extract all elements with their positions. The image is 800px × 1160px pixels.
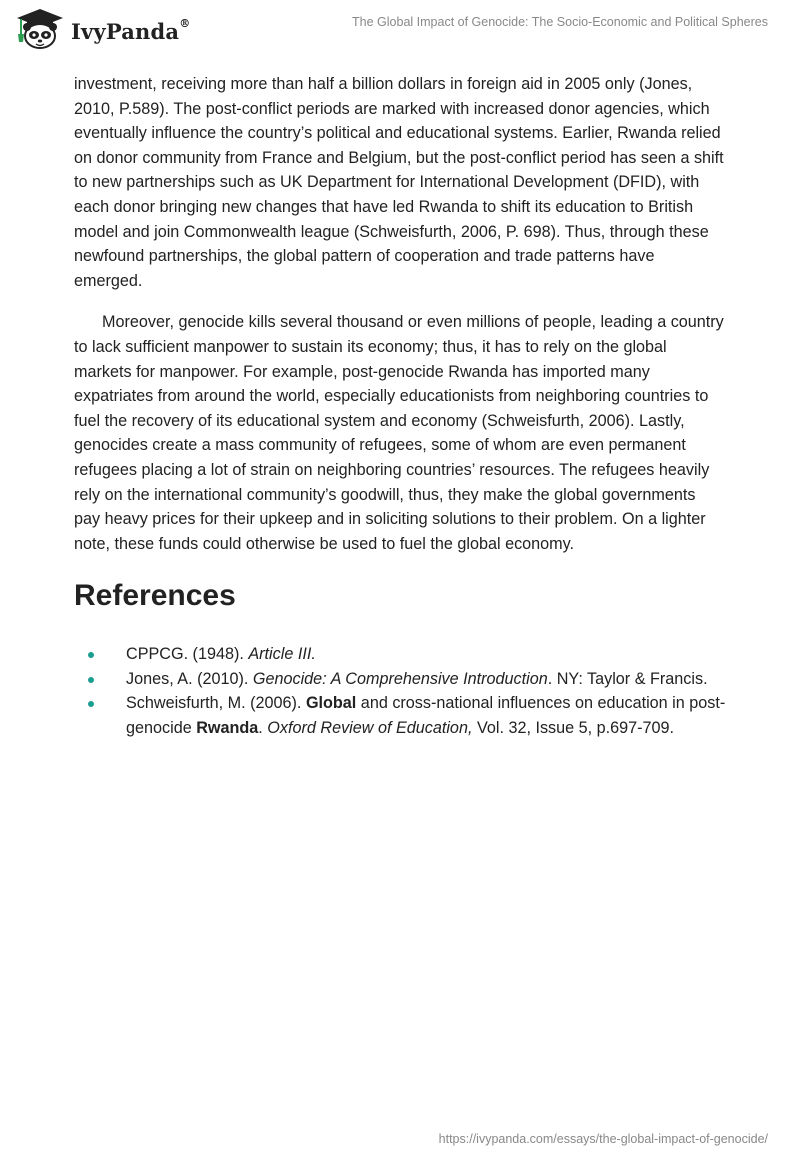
essay-content [74,72,726,741]
reference-separator: . [258,719,268,738]
reference-title-bold: Global [305,694,357,713]
logo-text: IvyPanda [71,18,180,44]
ivypanda-logo[interactable] [15,8,190,50]
reference-title: and cross-national influences on education in post-genocide [126,694,726,738]
bullet-icon [88,677,94,683]
reference-author: Jones, A. (2010). [126,669,253,688]
bullet-icon [88,701,94,707]
references-heading: References [74,579,236,613]
reference-journal: Oxford Review of Education, [267,719,473,738]
registered-mark: ® [179,16,191,30]
reference-title-bold: Rwanda [196,719,259,738]
reference-item [74,667,726,692]
source-url-link[interactable]: https://ivypanda.com/essays/the-global-impact-of-genocide/ [438,1132,768,1146]
page-header [0,0,800,60]
reference-title: Genocide: A Comprehensive Introduction [252,669,548,688]
reference-item [74,642,726,667]
reference-item [74,691,726,740]
panda-graduate-icon [15,8,65,50]
body-paragraph: Moreover, genocide kills several thousand or even millions of people, leading a country to lack sufficient manpower to sustain its economy; thus, it has to rely on the global markets for manpower. For example, post-genocide Rwanda has imported many expatriates from around the world, especially educationists from neighboring countries to fuel the recovery of its educational system and economy (Schweisfurth, 2006). Lastly, genocides create a mass community of refugees, some of whom are even permanent refugees placing a lot of strain on neighboring countries’ resources. The refugees heavily rely on the international community’s goodwill, thus, they make the global governments pay heavy prices for their upkeep and in soliciting solutions to their problem. On a lighter note, these funds could otherwise be used to fuel the global economy. [74,313,724,553]
logo-wordmark [71,16,191,44]
reference-author: Schweisfurth, M. (2006). [126,694,306,713]
reference-title: Article III. [248,645,316,664]
bullet-icon [88,652,94,658]
reference-publisher: . NY: Taylor & Francis. [547,669,708,688]
reference-author: CPPCG. (1948). [126,645,249,664]
document-title: The Global Impact of Genocide: The Socio-Economic and Political Spheres [352,15,768,29]
body-paragraph: investment, receiving more than half a billion dollars in foreign aid in 2005 only (Jones, 2010, P.589). The post-conflict periods are marked with increased donor agencies, which eventually influence the country’s political and educational systems. Earlier, Rwanda relied on donor community from France and Belgium, but the post-conflict period has seen a shift to new partnerships such as UK Department for International Development (DFID), with each donor bringing new changes that have led Rwanda to shift its education to British model and join Commonwealth league (Schweisfurth, 2006, P. 698). Thus, through these newfound partnerships, the global pattern of cooperation and trade patterns have emerged. [74,75,724,290]
references-list [74,642,726,740]
reference-details: Vol. 32, Issue 5, p.697-709. [472,719,675,738]
